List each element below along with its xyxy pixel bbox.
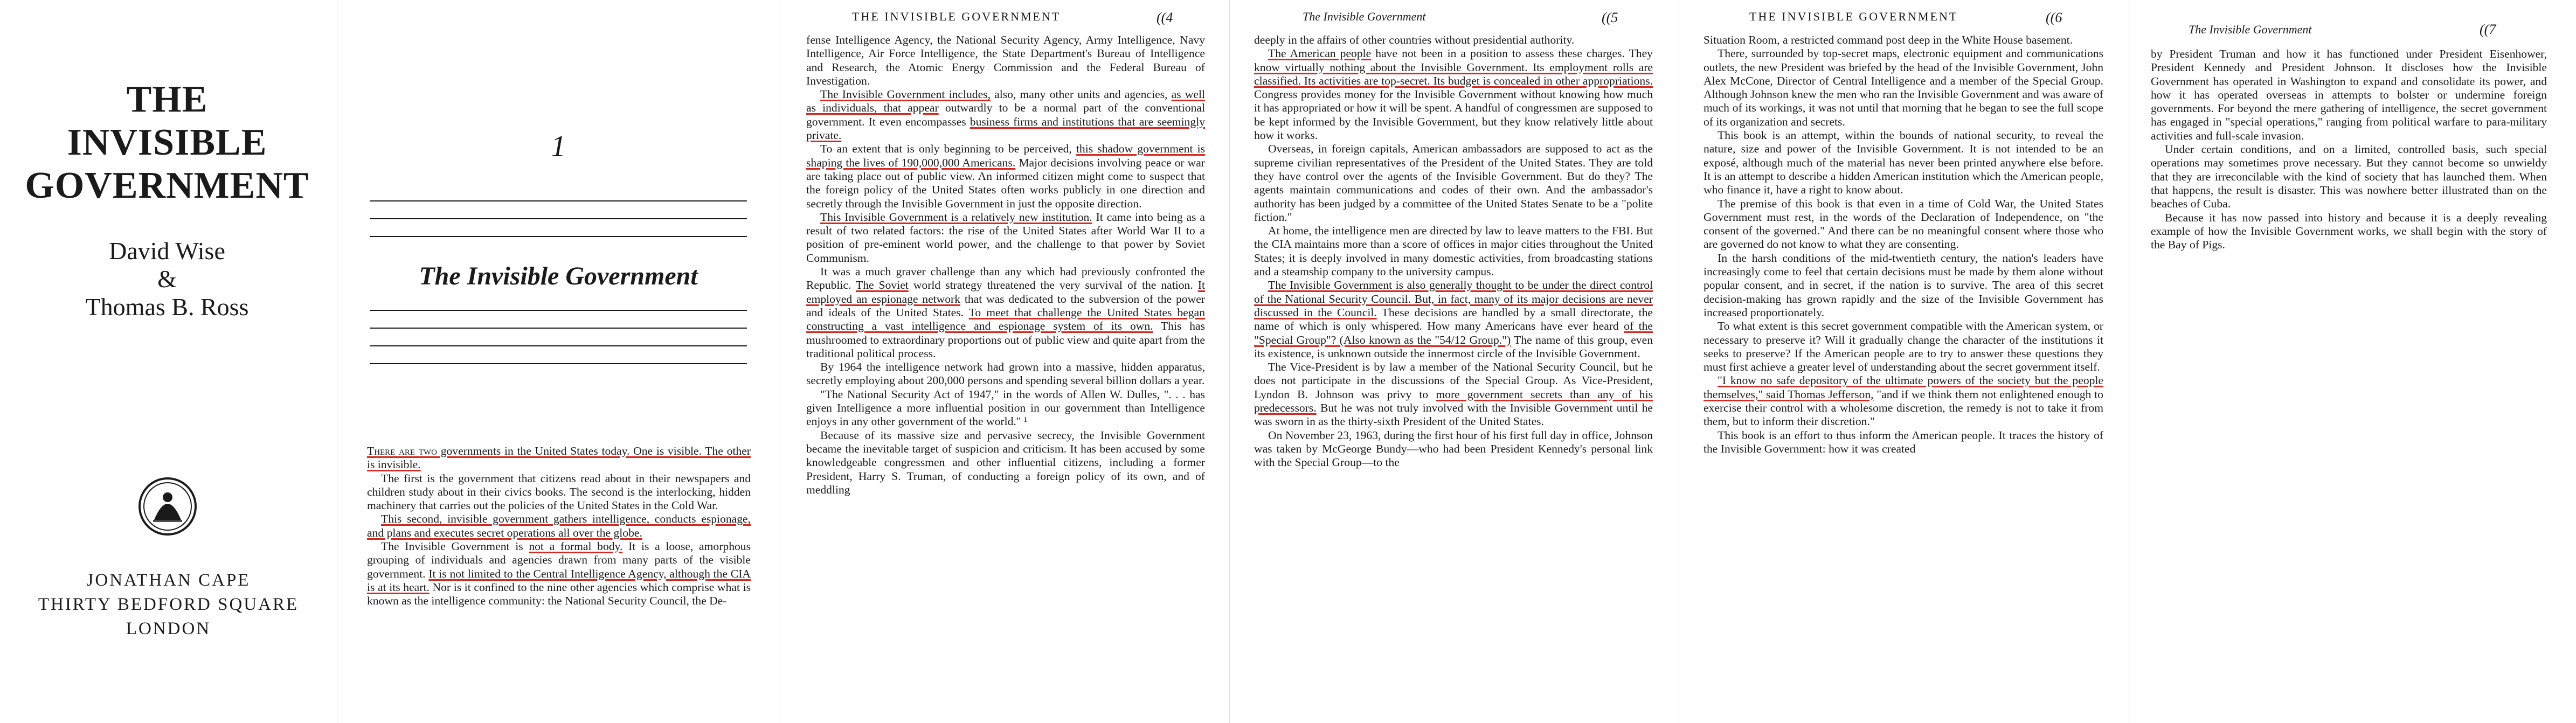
chapter-rule <box>370 310 747 311</box>
paragraph: deeply in the affairs of other countries without presidential authority. <box>1254 33 1575 46</box>
text-run: outwardly to be a normal part of the conventional government. It even encompasses <box>806 101 1205 128</box>
publisher-emblem-icon <box>138 477 197 536</box>
paragraph: The first is the government that citizens read about in their newspapers and children study about in their civics books. The second is the interlocking, hidden machinery that carries out the policies of the United States in the Cold War. <box>367 471 751 512</box>
text-run: Nor is it confined to the nine other agencies which comprise what is known as the intelligence community: the National Security Council, the De- <box>367 580 751 608</box>
text-run: "and if we think them not enlightened enough to exercise their control with a wholesome discretion, the remedy is not to take it from them, but to inform their discretion." <box>1704 387 2103 428</box>
highlight: The American people <box>1268 47 1372 60</box>
paragraph <box>806 142 1205 210</box>
highlight: To meet that challenge the United States began constructing a vast intelligence and espionage system of its own. <box>806 305 1205 333</box>
paragraph: "The National Security Act of 1947," in the words of Allen W. Dulles, ". . . has given Intelligence a more influential position in our government than Intelligence enjoys in any other government of the world." ¹ <box>806 387 1205 428</box>
paragraph: The premise of this book is that even in a time of Cold War, the United States Government must rest, in the words of the Declaration of Independence, on "the consent of the governed." And there can be no meaningful consent where those who are governed do not know to what they are consenting. <box>1704 197 2103 251</box>
paragraph: There, surrounded by top-secret maps, electronic equipment and communications outlets, the new President was briefed by the head of the Invisible Government, John Alex McCone, Director of Central Intelligence and a member of the Special Group. Although Johnson knew the men who ran the Invisible Government and was aware of much of its workings, it was not until that morning that he began to see the full scope of its organization and secrets. <box>1704 47 2103 128</box>
paragraph <box>367 444 751 472</box>
text-run: have not been in a position to assess these charges. They <box>1371 47 1653 60</box>
chapter-rule <box>370 218 747 219</box>
author-ampersand: & <box>157 265 177 293</box>
paragraph <box>1254 47 1653 142</box>
chapter-opening-page <box>337 0 779 723</box>
highlight: This Invisible Government is a relatively new institution. <box>820 210 1092 224</box>
paragraph <box>367 512 751 540</box>
publisher-name: JONATHAN CAPE <box>86 571 251 590</box>
highlight: not a formal body. <box>529 540 623 553</box>
paragraph: At home, the intelligence men are directed by law to leave matters to the FBI. But the CIA maintains more than a score of offices in major cities throughout the United States; it is deeply involved in many domestic activities, from broadcasting stations and a steamship company to the university campus. <box>1254 224 1653 279</box>
chapter-number: 1 <box>551 130 566 163</box>
paragraph: Under certain conditions, and on a limited, controlled basis, such special operations may sometimes prove necessary. But they cannot become so unwieldy that they are irreconcilable with the kind of society that has launched them. When that happens, the result is disaster. This was nowhere better illustrated than on the beaches of Cuba. <box>2151 143 2547 211</box>
highlight: The Invisible Government includes, <box>820 88 991 101</box>
highlight: more government secrets than any of his predecessors. <box>1254 387 1653 415</box>
running-header: THE INVISIBLE GOVERNMENT <box>1749 10 1958 23</box>
highlight: as well as individuals, that appear <box>806 88 1205 115</box>
running-header: The Invisible Government <box>1303 10 1426 23</box>
paragraph: by President Truman and how it has functioned under President Eisenhower, President Kennedy and President Johnson. It discloses how the Invisible Government has operated in Washington to expand and consolidate its power, and how it has operated overseas in attempts to bolster or undermine foreign governments. For beyond the mere gathering of intelligence, the secret government has engaged in "special operations," ranging from political warfare to para-military activities and full-scale invasion. <box>2151 47 2547 142</box>
text-run: The Vice-President is by law a member of the National Security Council, but he does not participate in the discussions of the Special Group. As Vice-President, Lyndon B. Johnson was privy to <box>1254 360 1653 401</box>
text-run: The Invisible Government is <box>381 540 529 553</box>
page-body <box>1254 33 1653 470</box>
paragraph <box>806 88 1205 142</box>
page-body <box>806 33 1205 497</box>
highlight: business firms and institutions that are seemingly private. <box>806 115 1205 142</box>
page-number: ((6 <box>2046 10 2062 25</box>
text-run: It is a loose, amorphous grouping of individuals and agencies drawn from many parts of the visible government. <box>367 540 751 580</box>
page-6 <box>1679 0 2129 723</box>
paragraph: To what extent is this secret government compatible with the American system, or necessary to preserve it? Will it gradually change the character of the institutions it seeks to preserve? If the American people are to try to answer these questions they must first achieve a greater level of understanding about the secret government itself. <box>1704 319 2103 374</box>
highlight: of the "Special Group"? (Also known as the "54/12 Group.") <box>1254 319 1653 346</box>
paragraph: This book is an attempt, within the bounds of national security, to reveal the nature, size and power of the Invisible Government. It is not intended to be an exposé, although much of the material has never been printed anywhere else before. It is an attempt to describe a hidden American institution which the American people, who finance it, have a right to know about. <box>1704 129 2103 197</box>
page-body <box>2151 47 2547 252</box>
chapter-body <box>367 444 751 608</box>
paragraph: In the harsh conditions of the mid-twentieth century, the nation's leaders have increasingly come to feel that certain decisions must be made by them alone without popular consent, and in secret, if the nation is to survive. The area of this secret decision-making has grown rapidly and the size of the Invisible Government has increased proportionately. <box>1704 251 2103 319</box>
paragraph: Overseas, in foreign capitals, American ambassadors are supposed to act as the supreme civilian representatives of the President of the United States. They are told they have control over the agents of the Invisible Government. But do they? The agents maintain communications and codes of their own. And the ambassador's authority has been judged by a committee of the United States Senate to be a "polite fiction." <box>1254 142 1653 224</box>
page-number: ((7 <box>2480 22 2496 37</box>
lead-in: There are two <box>367 444 437 457</box>
chapter-rule <box>370 236 747 237</box>
text-run: To an extent that is only beginning to be perceived, <box>820 142 1076 156</box>
page-body <box>1704 33 2103 456</box>
paragraph <box>806 211 1205 265</box>
paragraph <box>367 540 751 608</box>
page-number: ((5 <box>1602 10 1618 25</box>
chapter-rule <box>370 363 747 364</box>
title-page <box>0 0 337 723</box>
publisher-city: LONDON <box>126 619 211 638</box>
highlight: This second, invisible government gathers intelligence, conducts espionage, and plans and executes secret operations all over the globe. <box>367 512 751 539</box>
text-run: It came into being as a result of two related factors: the rise of the United States after World War II to a position of pre-eminent world power, and the challenge to that power by Soviet Communism. <box>806 210 1205 265</box>
running-header: The Invisible Government <box>2189 23 2312 36</box>
page-5 <box>1229 0 1679 723</box>
paragraph: This book is an effort to thus inform the American people. It traces the history of the Invisible Government: how it was created <box>1704 428 2103 455</box>
page-7 <box>2129 0 2576 723</box>
author-wise: David Wise <box>109 237 225 265</box>
highlight: know virtually nothing about the Invisible Government. Its employment rolls are classified. Its activities are top-secret. Its budget is concealed in other appropriations. <box>1254 60 1653 87</box>
page-number: ((4 <box>1157 10 1173 25</box>
paragraph <box>1254 279 1653 360</box>
highlight: "I know no safe depository of the ultimate powers of the society but the people themselves," said Thomas Jefferson, <box>1704 374 2103 401</box>
paragraph: fense Intelligence Agency, the National Security Agency, Army Intelligence, Navy Intelligence, Air Force Intelligence, the State Department's Bureau of Intelligence and Research, the Atomic Energy Commission and the Federal Bureau of Investigation. <box>806 33 1205 87</box>
paragraph <box>806 265 1205 360</box>
text-run: world strategy threatened the very survival of the nation. <box>908 279 1198 292</box>
paragraph <box>1254 360 1653 428</box>
chapter-title: The Invisible Government <box>419 262 698 290</box>
highlight: The Soviet <box>856 279 909 292</box>
text-run: But he was not truly involved with the Invisible Government until he was sworn in as the thirty-sixth President of the United States. <box>1254 401 1653 428</box>
text-run: that was dedicated to the subversion of the power and ideals of the United States. <box>806 292 1205 319</box>
highlight: this shadow government is shaping the lives of 190,000,000 Americans. <box>806 142 1205 169</box>
book-title: THE INVISIBLE GOVERNMENT <box>25 79 309 206</box>
publisher-imprint <box>16 568 321 641</box>
publisher-address: THIRTY BEDFORD SQUARE <box>38 595 299 614</box>
highlight: The Invisible Government is also generally thought to be under the direct control of the National Security Council. But, in fact, many of its major decisions are never discussed in the Council. <box>1254 279 1653 319</box>
highlight: It employed an espionage network <box>806 279 1205 305</box>
paragraph: Because it has now passed into history and because it is a deeply revealing example of how the Invisible Government works, we shall begin with the story of the Bay of Pigs. <box>2151 211 2547 252</box>
text-run: The name of this group, even its existence, is unknown outside the innermost circle of the Invisible Government. <box>1254 333 1653 360</box>
highlight: It is not limited to the Central Intelligence Agency, although the CIA is at its heart. <box>367 567 751 594</box>
text-run: Major decisions involving peace or war are taking place out of public view. An informed citizen might come to suspect that the foreign policy of the United States often works publicly in one direction and secretly through the Invisible Government in just the opposite direction. <box>806 156 1205 210</box>
text-run: These decisions are handled by a small directorate, the name of which is only whispered. How many Americans have ever heard <box>1254 305 1653 333</box>
text-run: This has mushroomed to extraordinary proportions out of public view and quite apart from the traditional political process. <box>806 319 1205 360</box>
book-authors <box>22 237 313 321</box>
chapter-rule <box>370 200 747 201</box>
author-ross: Thomas B. Ross <box>85 293 249 321</box>
text-run: Congress provides money for the Invisible Government without knowing how much it has appropriated or how it will be spent. A handful of congressmen are supposed to be kept informed by the Invisible Government, but they know relatively little about how it works. <box>1254 88 1653 142</box>
highlight: governments in the United States today. One is visible. The other is invisible. <box>367 444 751 471</box>
chapter-rule <box>370 345 747 346</box>
page-4 <box>779 0 1229 723</box>
paragraph <box>1704 374 2103 428</box>
text-run: also, many other units and agencies, <box>990 88 1172 101</box>
paragraph: By 1964 the intelligence network had grown into a massive, hidden apparatus, secretly employing about 200,000 persons and spending several billion dollars a year. <box>806 360 1205 387</box>
paragraph: On November 23, 1963, during the first hour of his first full day in office, Johnson was taken by McGeorge Bundy—who had been President Kennedy's personal link with the Special Group—to the <box>1254 428 1653 469</box>
chapter-rule <box>370 328 747 329</box>
text-run: It was a much graver challenge than any which had previously confronted the Republic. <box>806 265 1205 292</box>
paragraph: Because of its massive size and pervasive secrecy, the Invisible Government became the inevitable target of suspicion and criticism. It has been accused by some knowledgeable congressmen and other influential citizens, including a former President, Harry S. Truman, of conducting a foreign policy of its own, and of meddling <box>806 428 1205 496</box>
paragraph: Situation Room, a restricted command post deep in the White House basement. <box>1704 33 2073 46</box>
running-header: THE INVISIBLE GOVERNMENT <box>852 10 1061 23</box>
